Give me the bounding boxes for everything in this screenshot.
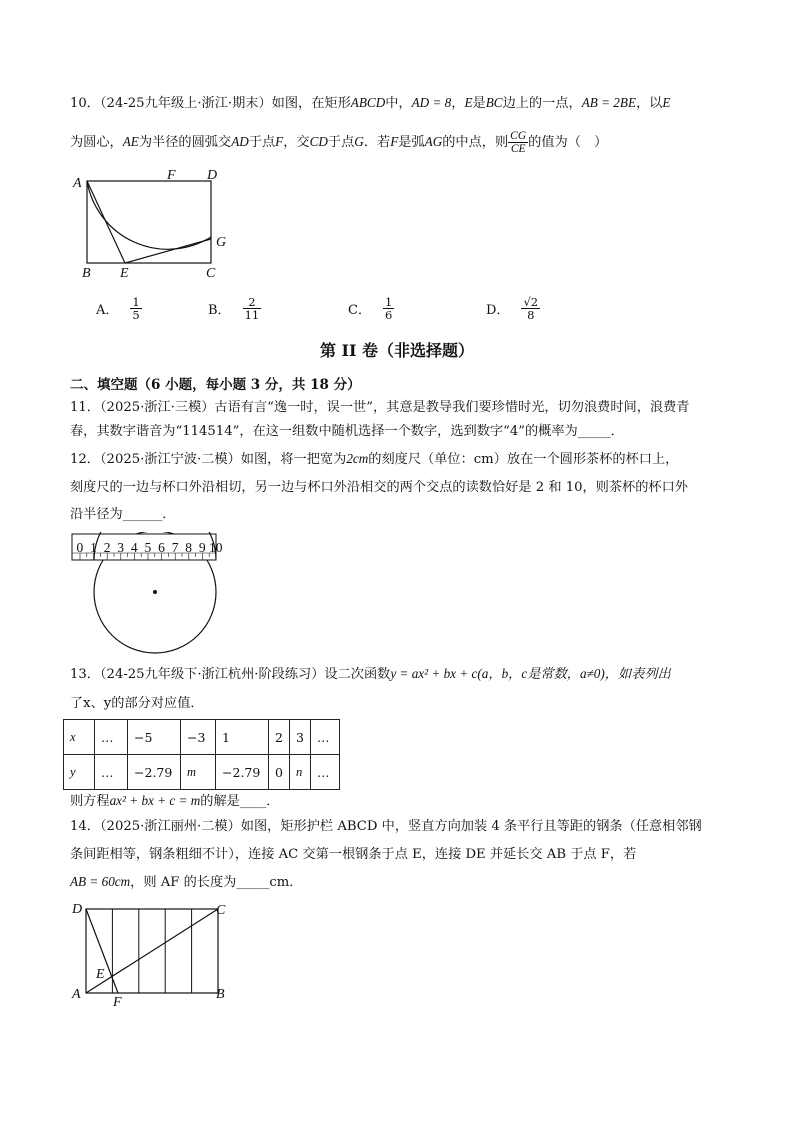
part-ii-title: 第 II 卷（非选择题） — [319, 341, 475, 360]
option-d[interactable]: D． $\frac{√2}{8}$ — [486, 295, 539, 322]
q14-line3: AB = 60cm，则 AF 的长度为_____cm． — [70, 874, 303, 890]
label-C: C — [206, 266, 216, 281]
table-row-x: x … −5 −3 1 2 3 … — [64, 720, 340, 755]
label-G: G — [216, 235, 227, 250]
segment-ae — [87, 181, 125, 263]
label-B: B — [216, 987, 225, 1002]
label-A: A — [72, 987, 81, 1002]
q13-line2: 了x、y的部分对应值． — [70, 696, 204, 711]
q12-line2: 刻度尺的一边与杯口外沿相切，另一边与杯口外沿相交的两个交点的读数恰好是 2 和 10，则茶杯的杯口外 — [70, 480, 688, 495]
q10-line1: 10．（24-25九年级上·浙江·期末）如图，在矩形ABCD中，AD = 8，E是BC边上的一点，AB = 2BE，以E — [70, 95, 671, 111]
label-E: E — [96, 967, 105, 982]
q14-line2: 条间距相等，钢条粗细不计），连接 AC 交第一根钢条于点 E，连接 DE 并延长交 AB 于点 F，若 — [70, 847, 637, 862]
q12-line3: 沿半径为______． — [70, 507, 176, 522]
ruler-number: 9 — [198, 540, 206, 555]
label-E: E — [120, 266, 129, 281]
q10-source: （24-25九年级上·浙江·期末） — [99, 96, 272, 111]
q13-line1: 13．（24-25九年级下·浙江杭州·阶段练习）设二次函数y = ax² + bx + c(a，b，c是常数，a≠0)，如表列出 — [70, 666, 671, 682]
section-fill-blank-header: 二、填空题（6 小题，每小题 3 分，共 18 分） — [70, 377, 361, 393]
q12-line1: 12．（2025·浙江宁波·二模）如图，将一把宽为2cm的刻度尺（单位：cm）放在一个圆形茶杯的杯口上， — [70, 451, 679, 467]
label-D: D — [72, 902, 83, 917]
ruler-number: 6 — [158, 540, 165, 555]
table-row-y: y … −2.79 m −2.79 0 n … — [64, 755, 340, 790]
ruler-number: 4 — [130, 540, 138, 555]
q13-value-table — [63, 719, 340, 790]
q14-figure — [68, 900, 238, 1010]
ruler-number: 5 — [144, 540, 152, 555]
q10-figure — [70, 162, 240, 282]
arc-ag — [87, 181, 211, 249]
label-D: D — [207, 168, 218, 183]
q13-line3: 则方程ax² + bx + c = m的解是____． — [70, 793, 280, 809]
ruler-number: 7 — [171, 540, 179, 555]
ruler-number: 1 — [90, 540, 97, 555]
q11-line2: 春，其数字谐音为“114514”，在这一组数中随机选择一个数字，选到数字“4”的概率为_____． — [70, 424, 624, 439]
segment-eg — [125, 239, 211, 263]
option-a[interactable]: A． $\frac{1}{5}$ — [96, 295, 140, 322]
label-B: B — [82, 266, 91, 281]
q10-fraction: $\frac{CG}{CE}$ — [510, 130, 527, 155]
option-c[interactable]: C． $\frac{1}{6}$ — [348, 295, 393, 322]
ruler-number: 8 — [185, 540, 193, 555]
label-A: A — [73, 176, 82, 191]
diagonal-ac — [86, 909, 218, 993]
label-F: F — [167, 168, 176, 183]
label-F: F — [113, 995, 122, 1010]
label-C: C — [216, 903, 226, 918]
q10-number: 10． — [70, 96, 100, 111]
q11-line1: 11．（2025·浙江·三模）古语有言“逸一时，误一世”，其意是教导我们要珍惜时光，切勿浪费时间，浪费青 — [70, 400, 690, 415]
ruler-number: 10 — [209, 540, 223, 555]
ruler-number: 0 — [76, 540, 84, 555]
q10-line2: 为圆心，AE为半径的圆弧交AD于点F，交CD于点G．若F是弧AG的中点，则 $\frac{CG}{CE}$ 的值为（ ） — [70, 130, 608, 155]
q14-line1: 14．（2025·浙江丽州·二模）如图，矩形护栏 ABCD 中，竖直方向加装 4 条平行且等距的钢条（任意相邻钢 — [70, 819, 702, 834]
ruler-number: 2 — [103, 540, 111, 555]
option-b[interactable]: B． $\frac{2}{11}$ — [208, 295, 260, 322]
ruler-number: 3 — [117, 540, 125, 555]
circle-center-dot — [153, 590, 157, 594]
